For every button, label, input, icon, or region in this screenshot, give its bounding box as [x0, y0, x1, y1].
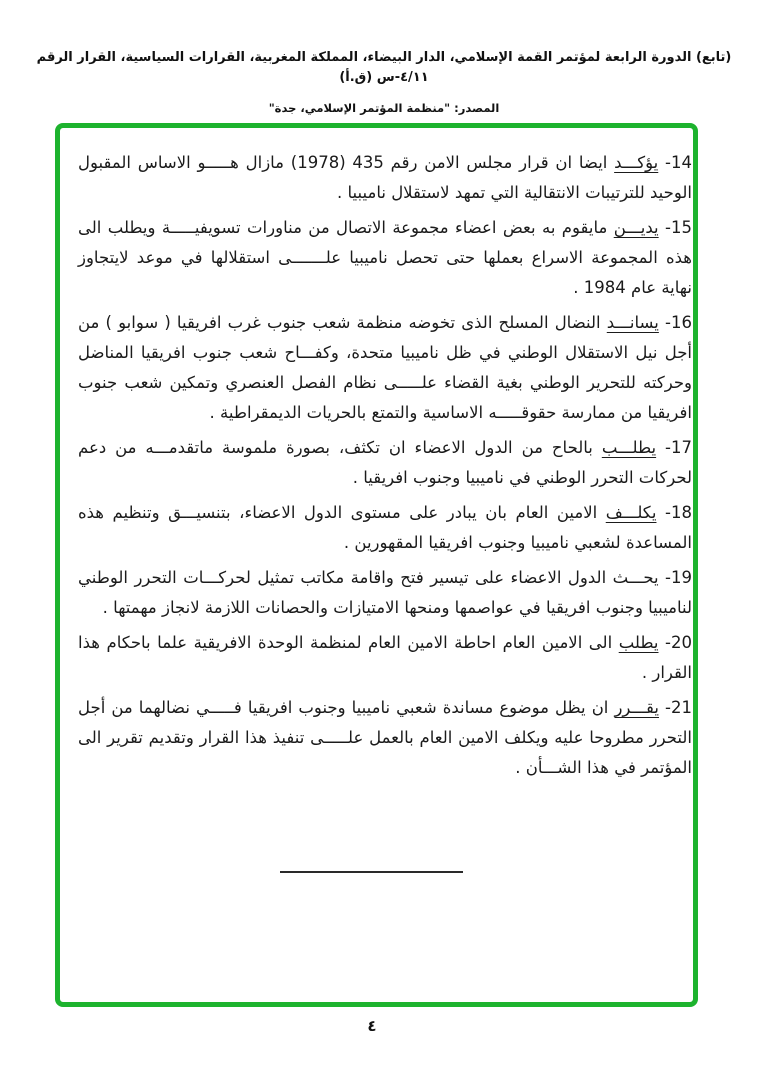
paragraph-text: الدول الاعضاء على تيسير فتح واقامة مكاتب تمثيل لحركـــات التحرر الوطني لناميبيا وجنوب افريقيا في عواصمها ومنحها الامتيازات والحصانات اللازمة لانجاز مهمتها .: [78, 568, 692, 617]
paragraph-keyword: يطلب: [618, 633, 659, 652]
paragraph-21: [78, 693, 692, 783]
paragraph-17: [78, 433, 692, 493]
paragraph-number: 21-: [665, 698, 693, 717]
paragraph-number: 17-: [665, 438, 693, 457]
paragraph-number: 15-: [665, 218, 692, 237]
paragraph-keyword: يحـــث: [612, 568, 659, 587]
paragraph-number: 20-: [665, 633, 692, 652]
paragraph-20: [78, 628, 692, 688]
paragraph-keyword: يسانـــد: [606, 313, 659, 332]
paragraph-16: [78, 308, 692, 428]
paragraph-15: [78, 213, 692, 303]
paragraph-text: الى الامين العام احاطة الامين العام لمنظمة الوحدة الافريقية علما باحكام هذا القرار .: [78, 633, 692, 682]
document-source-line: المصدر: "منظمة المؤتمر الإسلامي، جدة": [268, 101, 500, 115]
page-number: ٤: [367, 1017, 377, 1035]
paragraph-keyword: يؤكـــد: [614, 153, 659, 172]
paragraph-keyword: يطلـــب: [601, 438, 657, 457]
document-header: [20, 48, 748, 115]
paragraph-number: 19-: [665, 568, 692, 587]
paragraph-text: النضال المسلح الذى تخوضه منظمة شعب جنوب غرب افريقيا ( سوابو ) من أجل نيل الاستقلال الوطني في ظل ناميبيا متحدة، وكفـــاح شعب جنوب افريقيا المناضل وحركته للتحرير الوطني بغية القضاء علـــــى نظام الفصل العنصري وتمكين شعب جنوب افريقيا من ممارسة حقوقـــــه الاساسية والتمتع بالحريات الديمقراطية .: [78, 313, 692, 422]
resolution-paragraphs: [78, 148, 692, 788]
paragraph-number: 14-: [665, 153, 692, 172]
separator-rule: [280, 871, 463, 873]
paragraph-19: [78, 563, 692, 623]
paragraph-text: بالحاح من الدول الاعضاء ان تكثف، بصورة ملموسة ماتقدمـــه من دعم لحركات التحرر الوطني في ناميبيا وجنوب افريقيا .: [78, 438, 692, 487]
paragraph-18: [78, 498, 692, 558]
paragraph-text: الامين العام بان يبادر على مستوى الدول الاعضاء، بتنسيـــق وتنظيم هذه المساعدة لشعبي ناميبيا وجنوب افريقيا المقهورين .: [78, 503, 692, 552]
paragraph-number: 18-: [665, 503, 692, 522]
paragraph-number: 16-: [665, 313, 692, 332]
paragraph-text: مايقوم به بعض اعضاء مجموعة الاتصال من مناورات تسويفيـــــة ويطلب الى هذه المجموعة الاسراع بعملها حتى تحصل ناميبيا علـــــــى استقلالها في موعد لايتجاوز نهاية عام 1984 .: [78, 218, 692, 297]
paragraph-keyword: يقـــرر: [614, 698, 659, 717]
paragraph-text: ان يظل موضوع مساندة شعبي ناميبيا وجنوب افريقيا فـــــي نضالهما من أجل التحرر مطروحا عليه ويكلف الامين العام بالعمل علـــــى تنفيذ هذا القرار وتقديم تقرير الى المؤتمر في هذا الشـــأن .: [78, 698, 692, 777]
document-title: (تابع) الدورة الرابعة لمؤتمر القمة الإسلامي، الدار البيضاء، المملكة المغربية، القرارات السياسية، القرار الرقم ٤/١١-س (ق.أ): [36, 50, 732, 85]
paragraph-text: ايضا ان قرار مجلس الامن رقم 435 (1978) مازال هـــــو الاساس المقبول الوحيد للترتيبات الانتقالية التي تمهد لاستقلال ناميبيا .: [78, 153, 692, 202]
paragraph-keyword: يديـــن: [613, 218, 659, 237]
paragraph-keyword: يكلـــف: [605, 503, 657, 522]
paragraph-14: [78, 148, 692, 208]
